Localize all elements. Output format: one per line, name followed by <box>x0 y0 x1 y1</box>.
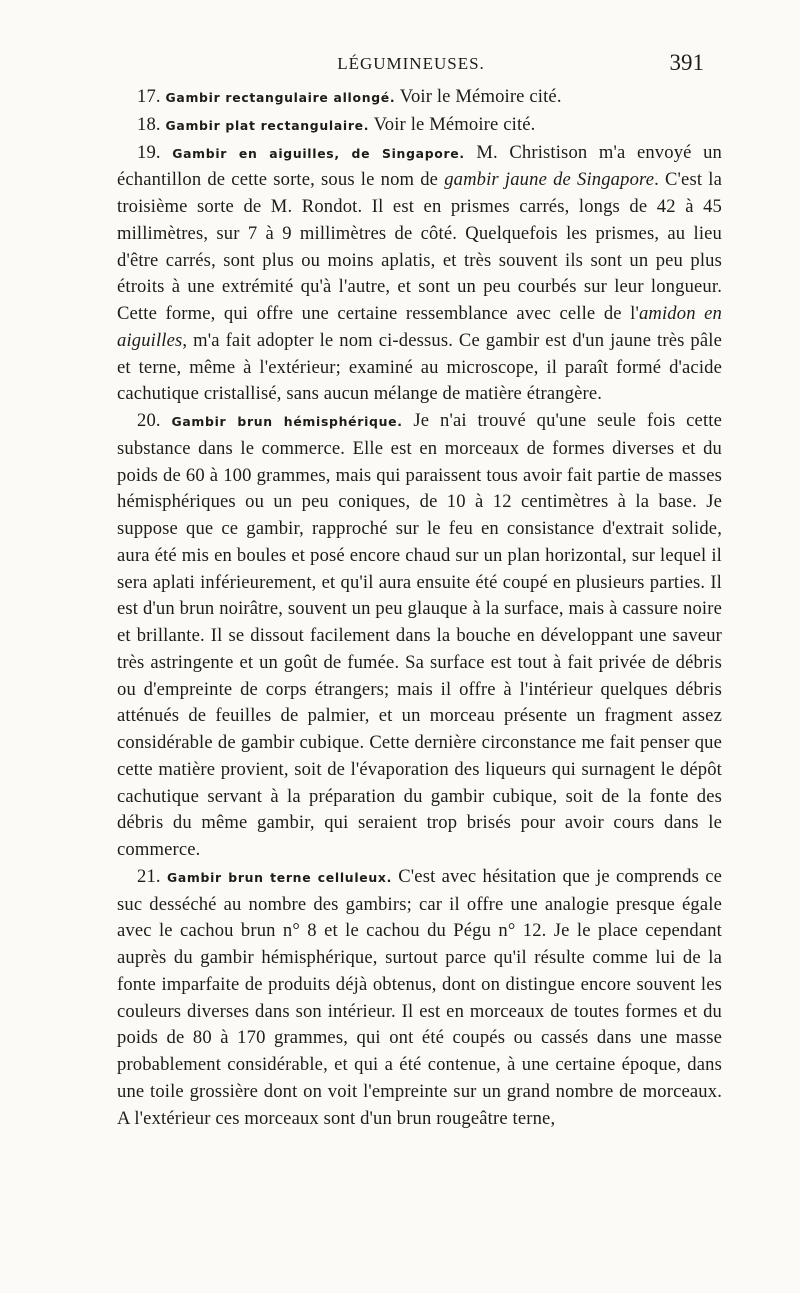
text-segment: Voir le Mémoire cité. <box>369 113 536 135</box>
text-segment: Je n'ai trouvé qu'une seule fois cette substance dans le commerce. Elle est en morceaux de formes diverses et du poids de 60 à 100 grammes, mais qui paraissent tous avoir fait partie de masses hémisphériques ou un peu coniques, de 10 à 12 centimètres à la base. Je suppose que ce gambir, rapproché sur le feu en consistance d'extrait solide, aura été mis en boules et posé encore chaud sur un plan horizontal, sur lequel il sera aplati inférieurement, et qu'il aura ensuite été coupé en plusieurs parties. Il est d'un brun noirâtre, souvent un peu glauque à la surface, mais à cassure noire et brillante. Il se dissout facilement dans la bouche en développant une saveur très astringente et un goût de fumée. Sa surface est tout à fait privée de débris ou d'empreinte de corps étrangers; mais il offre à l'intérieur quelques débris atténués de feuilles de palmier, et un morceau présente un fragment assez considérable de gambir cubique. Cette dernière circonstance me fait penser que cette matière provient, soit de l'évaporation des liqueurs qui surnagent le dépôt cachutique servant à la préparation du gambir cubique, soit de la fonte des débris du même gambir, qui seraient trop brisés pour avoir cours dans le commerce. <box>117 410 722 860</box>
page-header <box>118 50 704 80</box>
running-title: LÉGUMINEUSES. <box>337 54 485 73</box>
body-text <box>117 84 722 1132</box>
entry-title: Gambir plat rectangulaire. <box>165 117 370 133</box>
entry-number: 20. <box>137 410 161 431</box>
text-segment: C'est avec hésitation que je comprends ce suc desséché au nombre des gambirs; car il offre une analogie presque égale avec le cachou brun n° 8 et le cachou du Pégu n° 12. Je le place cependant auprès du gambir hémisphérique, surtout parce qu'il résulte comme lui de la fonte imparfaite de produits déjà obtenus, dont on distingue encore souvent les couleurs diverses dans son intérieur. Il est en morceaux de toutes formes et du poids de 80 à 170 grammes, qui ont été coupés ou cassés dans une masse probablement considérable, et qui a été contenue, à une certaine époque, dans une toile grossière dont on voit l'empreinte sur un grand nombre de morceaux. A l'extérieur ces morceaux sont d'un brun rougeâtre terne, <box>117 865 723 1129</box>
entry-title: Gambir rectangulaire allongé. <box>165 90 396 105</box>
text-segment: M. Christison m'a envoyé un échantillon de cette sorte, sous le nom de <box>117 141 722 191</box>
italic-term: amidon en aiguilles <box>117 303 722 351</box>
text-segment: . C'est la troisième sorte de M. Rondot. Il est en prismes carrés, longs de 42 à 45 millimètres, sur 7 à 9 millimètres de côté. Quelquefois les prismes, au lieu d'être carrés, sont plus ou moins aplatis, et très souvent ils sont un peu plus étroits à une extrémité qu'à l'autre, et sont un peu courbés sur leur longueur. Cette forme, qui offre une certaine ressemblance avec celle de l' <box>117 169 722 324</box>
text-segment: , m'a fait adopter le nom ci-dessus. Ce gambir est d'un jaune très pâle et terne, même à l'extérieur; examiné au microscope, il paraît formé d'acide cachutique cristallisé, sans aucun mélange de matière étrangère. <box>117 329 722 405</box>
text-segment: Voir le Mémoire cité. <box>395 86 562 107</box>
entry-title: Gambir brun terne celluleux. <box>166 869 392 885</box>
entry-title: Gambir brun hémisphérique. <box>171 414 403 429</box>
entry-number: 19. <box>137 141 161 163</box>
entry-title: Gambir en aiguilles, de Singapore. <box>172 145 465 161</box>
entry-paragraph <box>117 864 722 1133</box>
entry-paragraph <box>117 84 722 112</box>
italic-term: gambir jaune de Singapore <box>444 169 655 191</box>
entry-number: 18. <box>137 113 161 135</box>
page-number: 391 <box>669 50 704 75</box>
entry-paragraph <box>117 112 722 140</box>
entry-number: 17. <box>137 86 161 107</box>
entry-number: 21. <box>137 865 161 887</box>
entry-paragraph <box>117 408 722 864</box>
entry-paragraph <box>117 140 722 409</box>
